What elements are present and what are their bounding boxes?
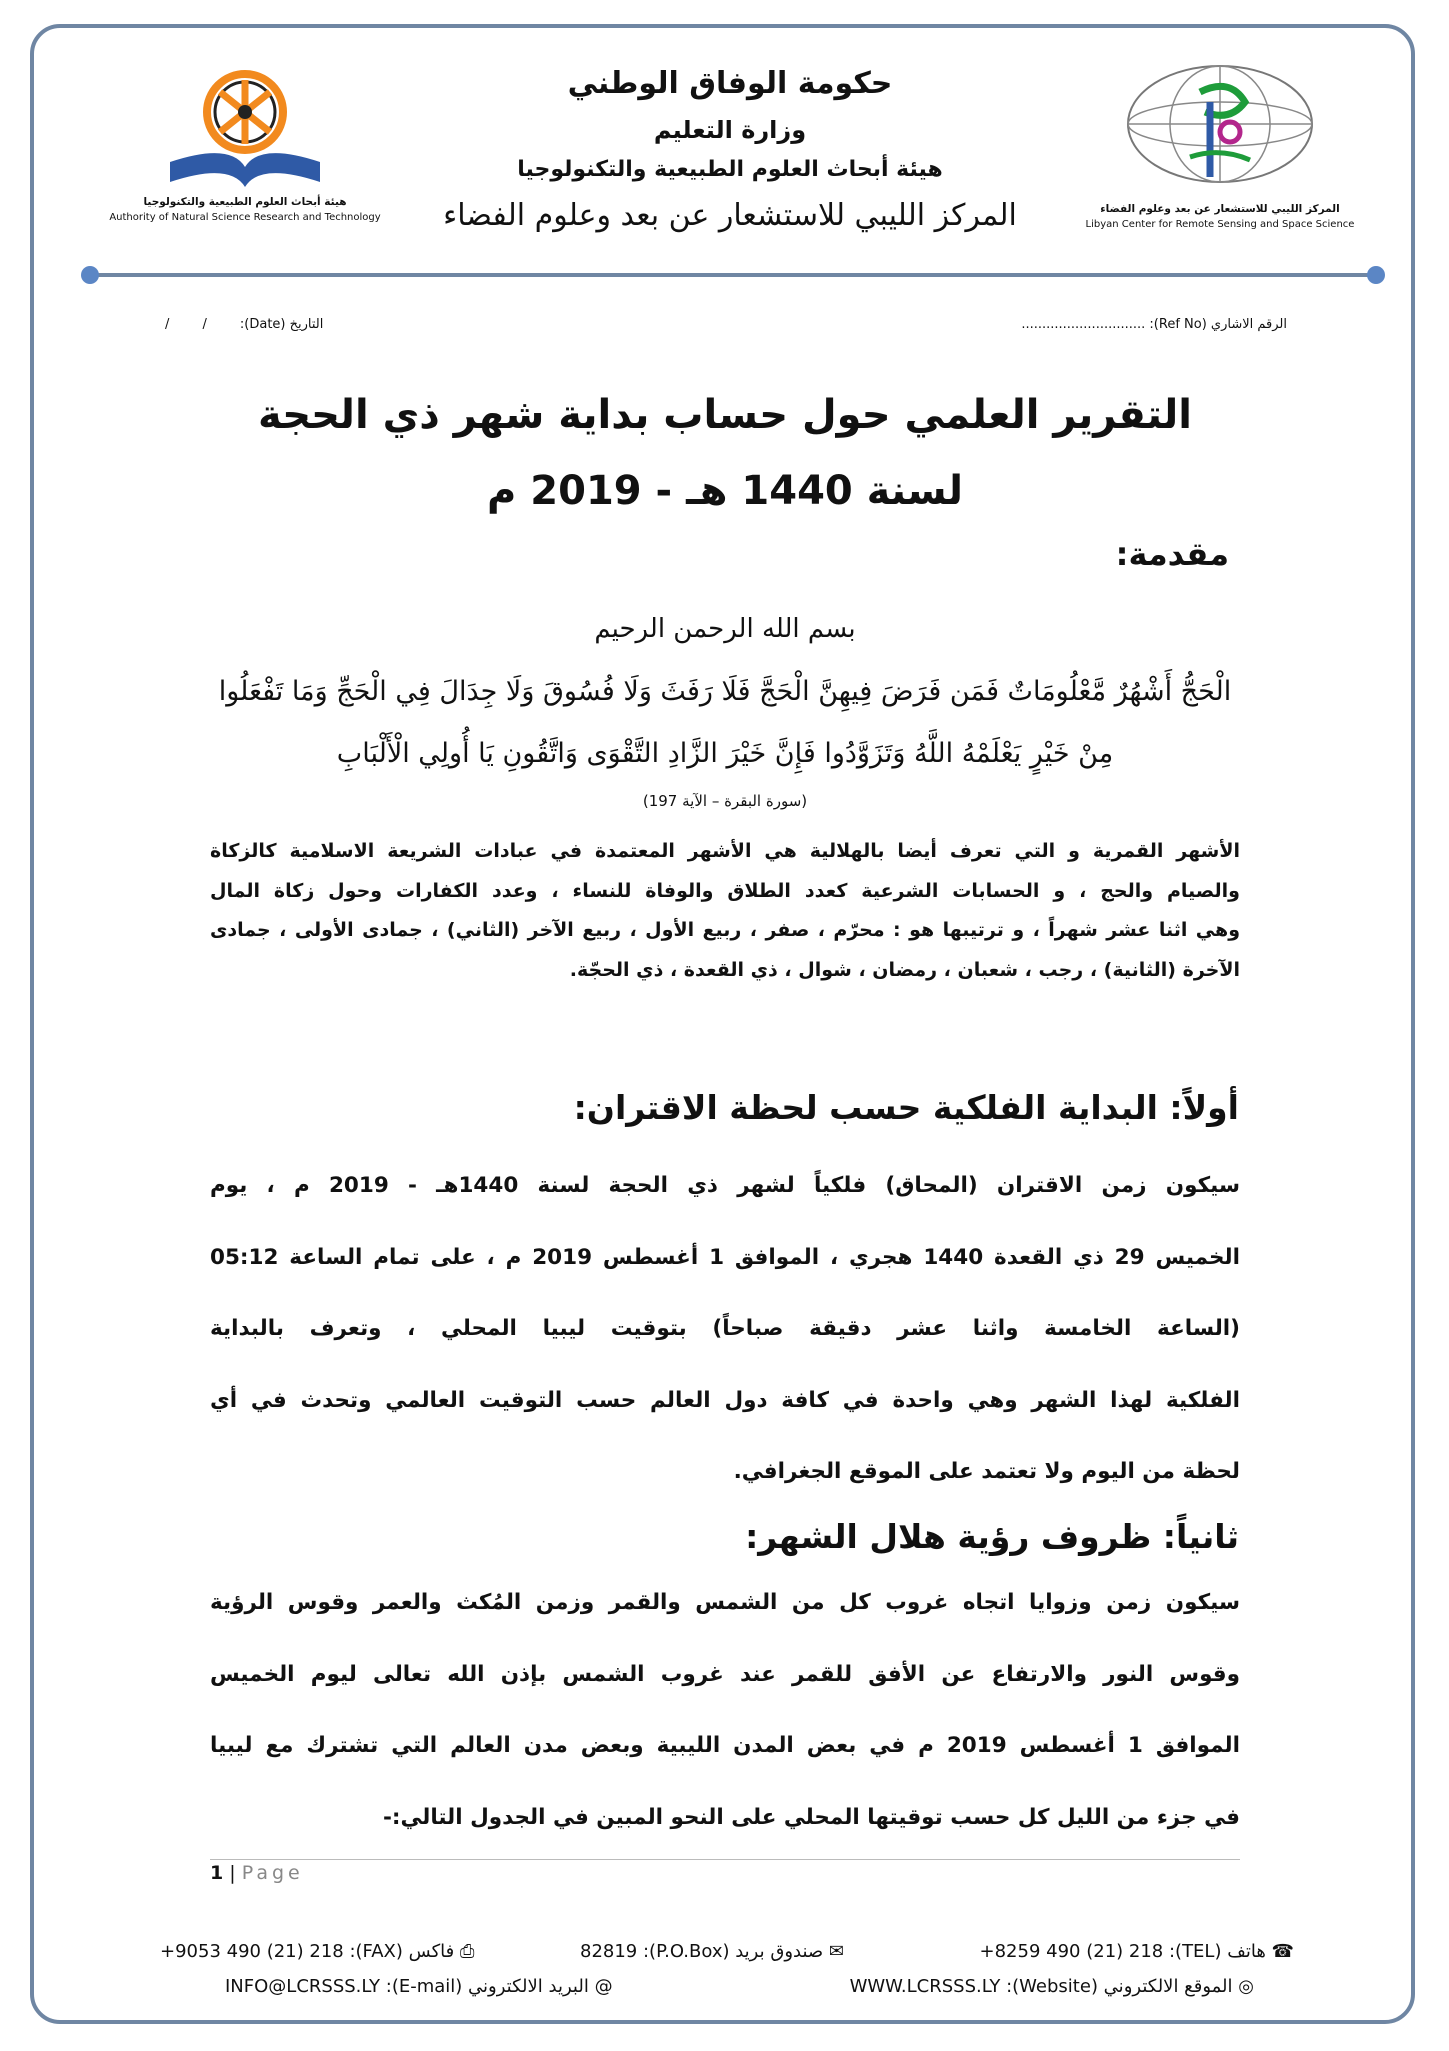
footer-pobox-text: صندوق بريد (P.O.Box): 82819 — [580, 1941, 824, 1962]
intro-paragraph — [210, 832, 1240, 990]
page-number-sep: | — [223, 1862, 242, 1884]
paragraph-line: وقوس النور والارتفاع عن الأفق للقمر عند غروب الشمس بإذن الله تعالى ليوم الخميس — [210, 1661, 1240, 1687]
paragraph-line: سيكون زمن وزوايا اتجاه غروب كل من الشمس والقمر وزمن المُكث والعمر وقوس الرؤية — [210, 1590, 1240, 1615]
lcrsss-globe-logo-icon — [1080, 62, 1360, 197]
divider-dot-left — [81, 266, 99, 284]
paragraph-line: في جزء من الليل كل حسب توقيتها المحلي على النحو المبين في الجدول التالي:- — [382, 1804, 1240, 1830]
page-number-value: 1 — [210, 1862, 224, 1884]
authority-name: هيئة أبحاث العلوم الطبيعية والتكنولوجيا — [517, 157, 943, 182]
paragraph-line: الآخرة (الثانية) ، رجب ، شعبان ، رمضان ، شوال ، ذي القعدة ، ذي الحجّة. — [569, 958, 1240, 981]
footer-tel-text: هاتف (TEL): 8259 490 (21) 218+ — [979, 1941, 1266, 1962]
footer-email-text[interactable]: البريد الالكتروني (E-mail): INFO@LCRSSS.LY — [225, 1976, 589, 1997]
page-number-rule — [210, 1859, 1240, 1860]
authority-caption-en: Authority of Natural Science Research and Technology — [109, 212, 381, 223]
footer-website — [850, 1976, 1254, 1997]
lcrsss-caption-en: Libyan Center for Remote Sensing and Space Science — [1085, 219, 1355, 230]
authority-logo — [100, 62, 390, 232]
center-name: المركز الليبي للاستشعار عن بعد وعلوم الفضاء — [443, 198, 1017, 233]
mailbox-icon: ✉ — [828, 1941, 844, 1962]
section2-heading: ثانياً: ظروف رؤية هلال الشهر: — [745, 1517, 1239, 1556]
footer-fax — [160, 1941, 474, 1962]
ministry-name: وزارة التعليم — [653, 116, 807, 144]
authority-logo-icon — [100, 62, 390, 197]
globe-icon: ◎ — [1238, 1976, 1254, 1997]
paragraph-line: وهي اثنا عشر شهراً ، و ترتيبها هو : محرّم ، صفر ، ربيع الأول ، ربيع الآخر (الثاني) ، جمادى الأولى ، جمادى — [210, 919, 1240, 941]
paragraph-line: الموافق 1 أغسطس 2019 م في بعض المدن الليبية وبعض مدن العالم التي تشترك مع ليبيا — [210, 1733, 1240, 1758]
paragraph-line: سيكون زمن الاقتران (المحاق) فلكياً لشهر ذي الحجة لسنة 1440هـ - 2019 م ، يوم — [210, 1173, 1240, 1198]
lcrsss-logo — [1080, 62, 1360, 242]
government-name: حكومة الوفاق الوطني — [567, 66, 893, 101]
verse-line-1: الْحَجُّ أَشْهُرٌ مَّعْلُومَاتٌ فَمَن فَرَضَ فِيهِنَّ الْحَجَّ فَلَا رَفَثَ وَلَا فُسُوقَ وَلَا جِدَالَ فِي الْحَجِّ وَمَا تَفْعَلُوا — [218, 676, 1232, 707]
section1-paragraph — [210, 1150, 1240, 1508]
divider-dot-right — [1367, 266, 1385, 284]
paragraph-line: الخميس 29 ذي القعدة 1440 هجري ، الموافق 1 أغسطس 2019 م ، على تمام الساعة 05:12 — [210, 1244, 1240, 1270]
header-divider — [92, 273, 1378, 277]
report-title: التقرير العلمي حول حساب بداية شهر ذي الحجة — [258, 392, 1192, 438]
verse-source: (سورة البقرة – الآية 197) — [642, 792, 808, 810]
paragraph-line: الفلكية لهذا الشهر وهي واحدة في كافة دول العالم حسب التوقيت العالمي وتحدث في أي — [210, 1387, 1240, 1413]
fax-icon: ⎙ — [460, 1941, 475, 1962]
page-number — [210, 1862, 304, 1884]
verse-line-2: مِنْ خَيْرٍ يَعْلَمْهُ اللَّهُ وَتَزَوَّدُوا فَإِنَّ خَيْرَ الزَّادِ التَّقْوَى وَاتَّقُونِ يَا أُولِي الْأَلْبَابِ — [336, 738, 1114, 769]
ref-number: الرقم الاشاري (Ref No): .............................. — [1021, 317, 1287, 332]
page-word: Page — [241, 1862, 304, 1884]
footer-pobox — [580, 1941, 844, 1962]
date-field: التاريخ (Date): / / — [165, 317, 324, 332]
report-year: لسنة 1440 هـ - 2019 م — [487, 468, 963, 514]
basmala: بسم الله الرحمن الرحيم — [594, 614, 856, 644]
email-icon: @ — [594, 1976, 613, 1997]
footer-email — [225, 1976, 613, 1997]
paragraph-line: (الساعة الخامسة واثنا عشر دقيقة صباحاً) بتوقيت ليبيا المحلي ، وتعرف بالبداية — [210, 1316, 1240, 1341]
intro-heading: مقدمة: — [1115, 535, 1229, 573]
footer-fax-text: فاكس (FAX): 9053 490 (21) 218+ — [160, 1941, 455, 1962]
lcrsss-caption-ar: المركز الليبي للاستشعار عن بعد وعلوم الفضاء — [1100, 203, 1340, 215]
authority-caption-ar: هيئة أبحاث العلوم الطبيعية والتكنولوجيا — [143, 196, 347, 208]
paragraph-line: لحظة من اليوم ولا تعتمد على الموقع الجغرافي. — [733, 1459, 1240, 1484]
footer-website-text[interactable]: الموقع الالكتروني (Website): WWW.LCRSSS.LY — [849, 1976, 1233, 1997]
section2-paragraph — [210, 1567, 1240, 1853]
section1-heading: أولاً: البداية الفلكية حسب لحظة الاقتران: — [573, 1088, 1239, 1127]
paragraph-line: الأشهر القمرية و التي تعرف أيضا بالهلالية هي الأشهر المعتمدة في عبادات الشريعة الاسلامية كالزكاة — [210, 840, 1240, 862]
paragraph-line: والصيام والحج ، و الحسابات الشرعية كعدد الطلاق والوفاة للنساء ، وعدد الكفارات وحول زكاة المال — [210, 879, 1240, 902]
footer-tel — [980, 1941, 1294, 1962]
phone-icon: ☎ — [1271, 1941, 1294, 1962]
